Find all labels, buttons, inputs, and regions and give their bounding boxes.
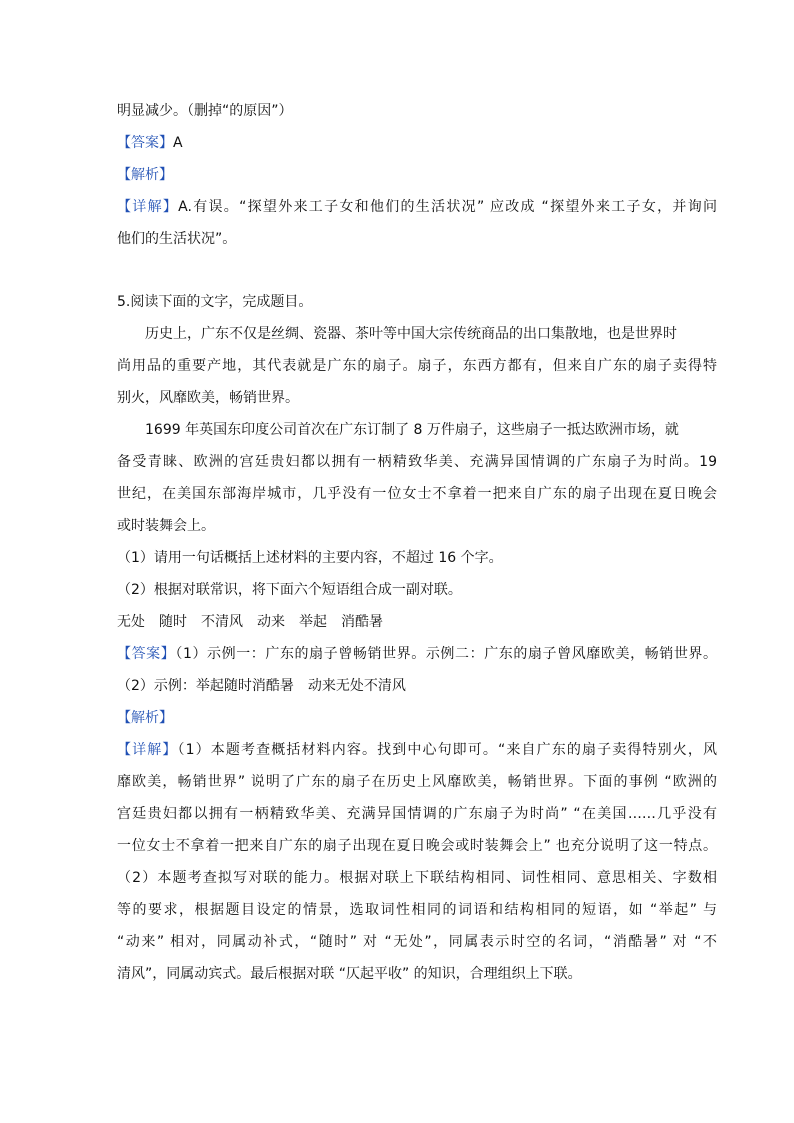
detail-line: 一位女士不拿着一把来自广东的扇子出现在夏日晚会或时装舞会上” 也充分说明了这一特点。 — [117, 838, 717, 854]
detail-line: 【详解】A.有误。“探望外来工子女和他们的生活状况” 应改成 “探望外来工子女，并询问 — [117, 199, 717, 215]
text-line: 他们的生活状况”。 — [117, 231, 237, 247]
sub-question: （1）请用一句话概括上述材料的主要内容，不超过 16 个字。 — [117, 550, 503, 566]
answer-marker: 【答案】 — [117, 135, 173, 151]
passage-line: 备受青睐、欧洲的宫廷贵妇都以拥有一柄精致华美、充满异国情调的广东扇子为时尚。19 — [117, 454, 717, 470]
analysis-marker: 【解析】 — [117, 167, 173, 183]
question-title: 5.阅读下面的文字，完成题目。 — [117, 294, 313, 310]
answer-line: 【答案】A — [117, 135, 183, 151]
detail-line: 靡欧美，畅销世界” 说明了广东的扇子在历史上风靡欧美，畅销世界。下面的事例 “欧洲的 — [117, 774, 717, 790]
detail-line: “动来” 相对，同属动补式，“随时” 对 “无处”，同属表示时空的名词，“消酷暑” 对 “不 — [117, 934, 717, 950]
detail-line: 等的要求，根据题目设定的情景，选取词性相同的词语和结构相同的短语，如 “举起” 与 — [117, 902, 717, 918]
sub-question: （2）根据对联常识，将下面六个短语组合成一副对联。 — [117, 582, 462, 598]
answer-marker: 【答案】 — [117, 646, 176, 662]
analysis-marker: 【解析】 — [117, 710, 173, 726]
passage-line: 1699 年英国东印度公司首次在广东订制了 8 万件扇子，这些扇子一抵达欧洲市场，就 — [145, 422, 679, 438]
detail-line: 【详解】（1）本题考查概括材料内容。找到中心句即可。“来自广东的扇子卖得特别火，风 — [117, 742, 717, 758]
detail-marker: 【详解】 — [117, 199, 179, 215]
passage-line: 别火，风靡欧美，畅销世界。 — [117, 390, 299, 406]
passage-line: 或时装舞会上。 — [117, 518, 215, 534]
text-line: 明显减少。（删掉“的原因”） — [117, 103, 293, 119]
passage-line: 尚用品的重要产地，其代表就是广东的扇子。扇子，东西方都有，但来自广东的扇子卖得特 — [117, 358, 717, 374]
phrase-list: 无处 随时 不清风 动来 举起 消酷暑 — [117, 614, 383, 630]
detail-line: 清风”，同属动宾式。最后根据对联 “仄起平收” 的知识，合理组织上下联。 — [117, 966, 582, 982]
detail-line: 宫廷贵妇都以拥有一柄精致华美、充满异国情调的广东扇子为时尚” “在美国……几乎没有 — [117, 806, 717, 822]
passage-line: 世纪，在美国东部海岸城市，几乎没有一位女士不拿着一把来自广东的扇子出现在夏日晚会 — [117, 486, 717, 502]
answer-line: 【答案】（1）示例一：广东的扇子曾畅销世界。示例二：广东的扇子曾风靡欧美，畅销世界。 — [117, 646, 717, 662]
detail-marker: 【详解】 — [117, 742, 178, 758]
analysis-line — [117, 708, 717, 728]
analysis-line — [117, 165, 717, 185]
passage-line: 历史上，广东不仅是丝绸、瓷器、茶叶等中国大宗传统商品的出口集散地，也是世界时 — [145, 326, 677, 342]
detail-line: （2）本题考查拟写对联的能力。根据对联上下联结构相同、词性相同、意思相关、字数相 — [117, 870, 717, 886]
answer-line: （2）示例：举起随时消酷暑 动来无处不清风 — [117, 678, 406, 694]
